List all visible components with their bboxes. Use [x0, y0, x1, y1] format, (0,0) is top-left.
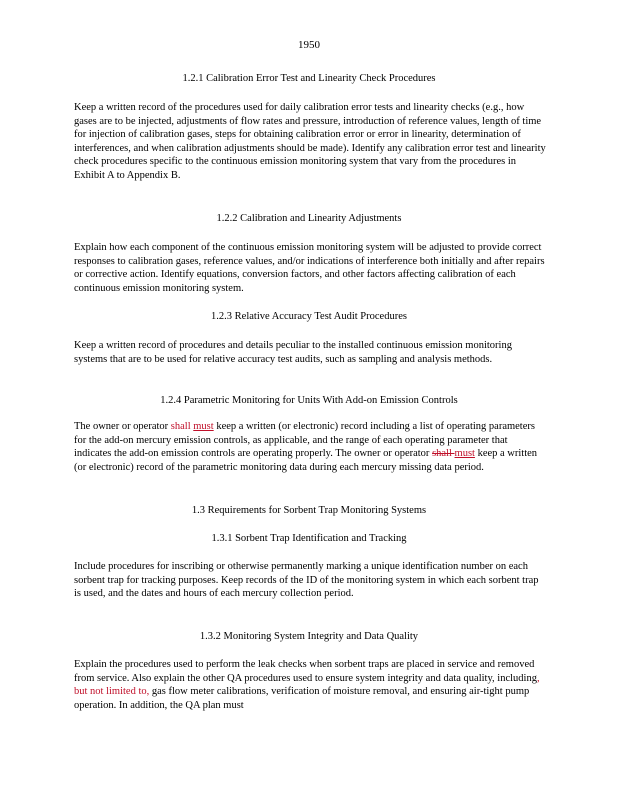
- page-number: 1950: [298, 39, 320, 51]
- paragraph-1-2-4: [74, 420, 546, 474]
- p124-text-a: The owner or operator: [74, 421, 171, 432]
- heading-1-2-3: 1.2.3 Relative Accuracy Test Audit Procedures: [211, 311, 407, 322]
- p124-text-b: keep a written (or electronic) record including a list of operating parameters for the add-on mercury emission controls, as applicable, and the range of each operating parameter that indicates the add-on emission controls are operating properly. The owner or operator: [74, 421, 535, 460]
- heading-1-2-1: 1.2.1 Calibration Error Test and Linearity Check Procedures: [182, 73, 436, 84]
- paragraph-1-2-1: Keep a written record of the procedures used for daily calibration error tests and linearity checks (e.g., how gases are to be injected, adjustments of flow rates and pressure, introduction of reference values, length of time for injection of calibration gases, steps for obtaining calibration error or error in linearity, determination of interferences, and when calibration adjustments should be made). Identify any calibration error test and linearity check procedures specific to the continuous emission monitoring system that vary from the procedures in Exhibit A to Appendix B.: [74, 102, 546, 181]
- inserted-word-must-2: must: [454, 448, 475, 460]
- heading-1-3: 1.3 Requirements for Sorbent Trap Monitoring Systems: [191, 505, 427, 516]
- paragraph-1-3-2: [74, 658, 546, 712]
- paragraph-1-2-3: Keep a written record of procedures and details peculiar to the installed continuous emission monitoring systems that are to be used for relative accuracy test audits, such as sampling and analysis methods.: [74, 340, 512, 365]
- heading-1-3-1: 1.3.1 Sorbent Trap Identification and Tracking: [211, 533, 407, 544]
- p124-text-c: keep a written (or electronic) record of the parametric monitoring data during each mercury missing data period.: [74, 448, 538, 473]
- heading-1-2-4: 1.2.4 Parametric Monitoring for Units With Add-on Emission Controls: [160, 395, 458, 406]
- paragraph-1-3-1: Include procedures for inscribing or otherwise permanently marking a unique identification number on each sorbent trap for tracking purposes. Keep records of the ID of the monitoring system in which each sorbent trap is used, and the dates and hours of each mercury collection period.: [74, 561, 539, 600]
- p132-text-b: gas flow meter calibrations, verification of moisture removal, and ensuring air-tight pump operation. In addition, the QA plan must: [74, 686, 530, 711]
- heading-1-3-2: 1.3.2 Monitoring System Integrity and Data Quality: [199, 631, 419, 642]
- deleted-word-shall: shall: [170, 421, 191, 432]
- heading-1-2-2: 1.2.2 Calibration and Linearity Adjustments: [216, 213, 402, 224]
- p132-text-a: Explain the procedures used to perform the leak checks when sorbent traps are placed in service and removed from service. Also explain the other QA procedures used to ensure system integrity and data quality, including: [74, 659, 537, 684]
- inserted-phrase: , but not limited to,: [74, 672, 540, 698]
- struck-word-shall: shall: [432, 448, 455, 460]
- paragraph-1-2-2: Explain how each component of the continuous emission monitoring system will be adjusted to provide correct responses to calibration gases, reference values, and/or indications of interference both initially and after repairs or corrective action. Identify equations, conversion factors, and other factors affecting calibration of each continuous emission monitoring system.: [74, 242, 545, 294]
- inserted-word-must: must: [193, 421, 214, 432]
